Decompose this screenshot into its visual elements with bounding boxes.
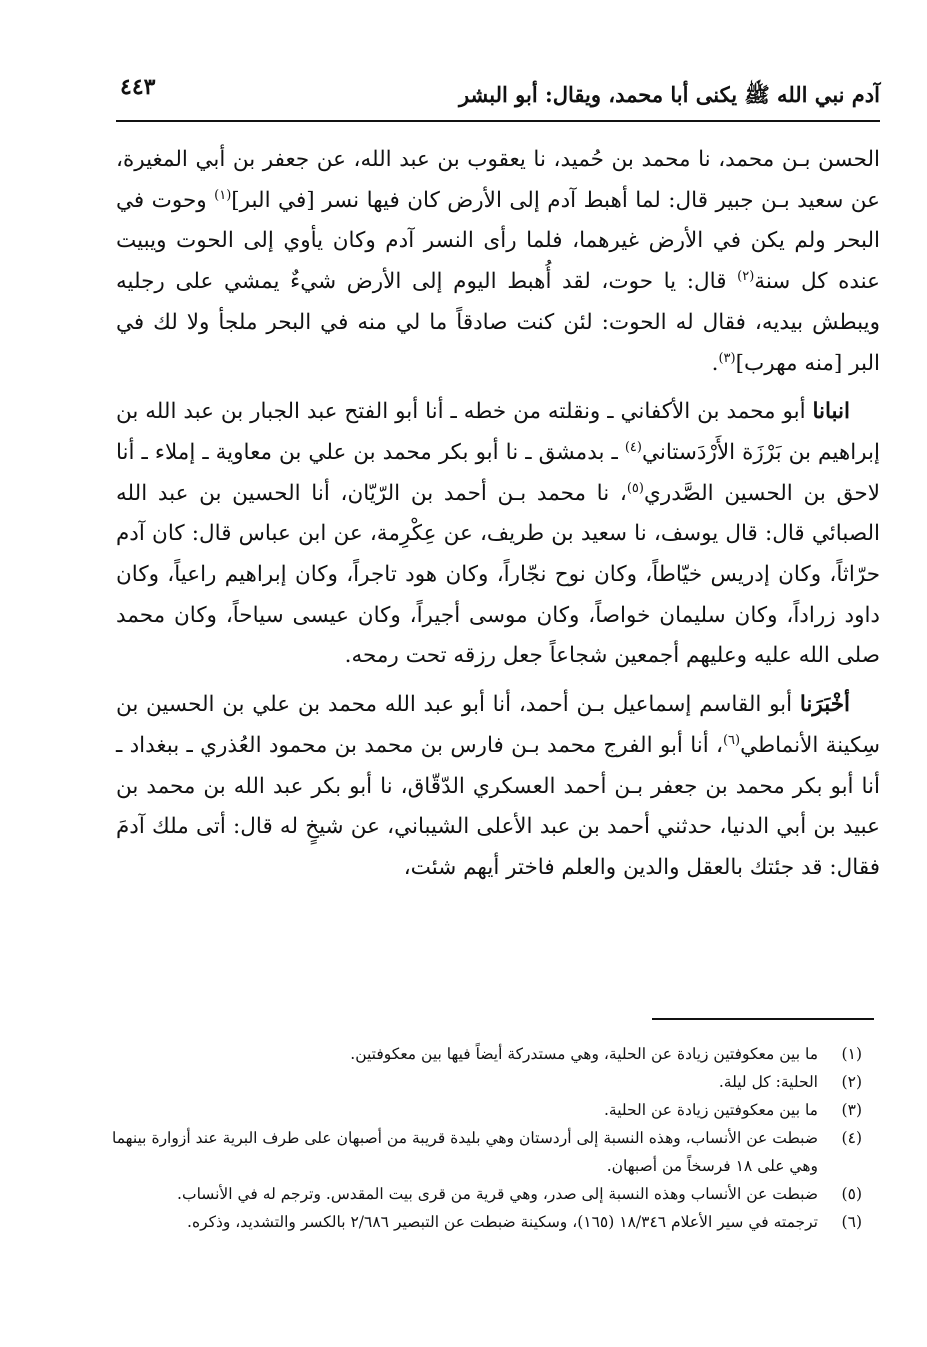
text-segment: قال: يا حوت، لقد أُهبط اليوم إلى الأرض شيءٌ يمشي على رجليه ويبطش بيديه، فقال له الحوت: لئن كنت صادقاً ما لي منه في البحر ملجأ ولا لك في البر [منه مهرب]	[116, 269, 880, 376]
text-segment: أبو القاسم إسماعيل بـن أحمد، أنا أبو عبد الله محمد بن علي بن الحسين بن سِكينة الأنماطي	[116, 692, 880, 758]
footnotes	[112, 1040, 862, 1236]
footnote-number: (٦)	[841, 1213, 862, 1231]
footnote-text: ضبطت عن الأنساب، وهذه النسبة إلى أردستان وهي بليدة قريبة من أصبهان على طرف البرية عند أزوارة بينهما وهي على ١٨ فرسخاً من أصبهان.	[112, 1129, 818, 1175]
footnote-number: (٣)	[841, 1101, 862, 1119]
footnote-text: ما بين معكوفتين زيادة عن الحلية، وهي مستدركة أيضاً فيها بين معكوفتين.	[350, 1045, 818, 1063]
text-segment: .	[711, 350, 719, 376]
footnote-text: الحلية: كل ليلة.	[718, 1073, 818, 1091]
footnote-ref-4[interactable]: (٤)	[624, 439, 642, 455]
paragraph-lead-word: انبانا	[812, 399, 850, 425]
paragraph-3	[116, 685, 880, 889]
text-segment: ، نا محمد بـن أحمد بن الرّيّان، أنا الحسين بن عبد الله الصبائي قال: قال يوسف، نا سعيد بن طريف، عن عِكْرِمة، عن ابن عباس قال: كان آدم حرّاثاً، وكان إدريس خيّاطاً، وكان نوح نجّاراً، وكان هود تاجراً، وكان إبراهيم راعياً، وكان داود زراداً، وكان سليمان خواصاً، وكان موسى أجيراً، وكان عيسى سياحاً، وكان محمد صلى الله عليه وعليهم أجمعين شجاعاً جعل رزقه تحت رمحه.	[116, 480, 880, 669]
text-segment: وحوت في البحر ولم يكن في الأرض غيرهما، فلما رأى النسر آدم وكان يأوي إلى الحوت ويبيت عنده كل سنة	[116, 187, 880, 295]
footnote-text: ما بين معكوفتين زيادة عن الحلية.	[603, 1101, 818, 1119]
footnote-number: (١)	[841, 1045, 862, 1063]
running-title: آدم نبي الله ﷺ يكنى أبا محمد، ويقال: أبو البشر	[458, 82, 880, 107]
footnote-ref-6[interactable]: (٦)	[722, 732, 741, 748]
text-segment: أبو محمد بن الأكفاني ـ ونقلته من خطه ـ أنا أبو الفتح عبد الجبار بن عبد الله بن إبراهيم بن بَرْزَة الأَرْدَستاني	[116, 399, 880, 465]
text-segment: ، أنا أبو الفرج محمد بـن فارس بن محمد بن محمود العُذري ـ ببغداد ـ أنا أبو بكر محمد بن جعفر بـن أحمد العسكري الدّقّاق، نا أبو بكر عبد الله بن محمد بن عبيد بن أبي الدنيا، حدثني أحمد بن عبد الأعلى الشيباني، عن شيخٍ له قال: أتى ملك آدمَ فقال: قد جئتك بالعقل والدين والعلم فاختر أيهم شئت،	[116, 732, 880, 880]
footnote-ref-5[interactable]: (٥)	[626, 480, 644, 496]
text-segment: الحسن بـن محمد، نا محمد بن حُميد، نا يعقوب بن عبد الله، عن جعفر بن أبي المغيرة، عن سعيد بـن جبير قال: لما أهبط آدم إلى الأرض كان فيها نسر [في البر]	[116, 147, 880, 213]
paragraph-lead-word: أخْبَرَنا	[799, 692, 850, 718]
footnote-ref-1[interactable]: (١)	[214, 187, 232, 203]
footnote	[112, 1096, 862, 1124]
footnote	[112, 1180, 862, 1208]
footnote-divider	[652, 1018, 874, 1020]
footnote-number: (٢)	[841, 1073, 862, 1091]
footnote	[112, 1124, 862, 1180]
footnote-number: (٤)	[841, 1129, 862, 1147]
text-segment: ـ بدمشق ـ نا أبو بكر محمد بن علي بن معاوية ـ إملاء ـ أنا لاحق بن الحسين الصَّدري	[116, 439, 880, 506]
page-number: ٤٤٣	[120, 74, 156, 100]
page-header	[116, 68, 880, 122]
footnote-text: ضبطت عن الأنساب وهذه النسبة إلى صدر، وهي قرية من قرى بيت المقدس. وترجم له في الأنساب.	[177, 1185, 818, 1203]
footnote-ref-3[interactable]: (٣)	[718, 350, 736, 366]
footnote	[112, 1208, 862, 1236]
paragraph-2	[116, 392, 880, 677]
footnote	[112, 1068, 862, 1096]
footnote-text: ترجمته في سير الأعلام ١٨/٣٤٦ (١٦٥)، وسكينة ضبطت عن التبصير ٢/٦٨٦ بالكسر والتشديد، وذكره.	[187, 1213, 818, 1231]
footnote-number: (٥)	[841, 1185, 862, 1203]
footnote	[112, 1040, 862, 1068]
footnote-ref-2[interactable]: (٢)	[737, 268, 755, 284]
paragraph-1	[116, 140, 880, 384]
main-text	[116, 140, 880, 897]
